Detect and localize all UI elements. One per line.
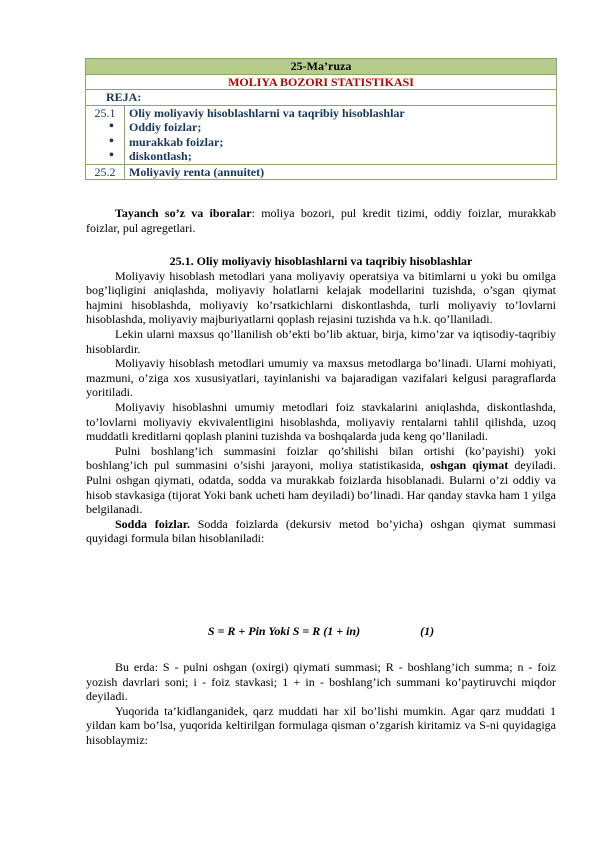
paragraph: Bu erda: S - pulni oshgan (oxirgi) qiymati summasi; R - boshlang’ich summa; n - foiz yozish davrlari soni; i - foiz stavkasi; 1 + in - boshlang’ich summani ko’paytiruvchi miqdor deyiladi. [86,660,556,704]
lecture-number: 25-Ma’ruza [86,59,557,75]
plan-bullet: • murakkab foizlar; [129,135,552,150]
paragraph: Moliyaviy hisoblashni umumiy metodlari foiz stavkalarini aniqlashda, diskontlashda, to’lovlarni moliyaviy ekvivalentligini hisoblashda, moliyaviy rentalarni tahlil qilishda, uzoq muddatli kreditlarni qoplash planini tuzishda va boshqalarda juda keng qo’llaniladi. [86,399,556,444]
lecture-title: MOLIYA BOZORI STATISTIKASI [86,74,557,90]
section-title: 25.1. Oliy moliyaviy hisoblashlarni va taqribiy hisoblashlar [169,254,473,268]
plan-label: REJA: [86,90,557,106]
term-oshgan-qiymat: oshgan qiymat [430,458,509,473]
plan-table [85,58,557,180]
paragraph: Yuqorida ta’kidlanganidek, qarz muddati har xil bo’lishi mumkin. Agar qarz muddati 1 yildan kam bo’lsa, yuqorida keltirilgan formulaga qisman o’zgarish kiritamiz va S-ni quyidagiga hisoblaymiz: [86,703,556,747]
body-text-2 [86,660,556,748]
formula: S = R + Pin Yoki S = R (1 + in) [207,624,361,638]
keywords-text: : moliya bozori, pul kredit tizimi, oddiy foizlar, murakkab foizlar, pul agregetlari. [86,206,556,235]
paragraph: Lekin ularni maxsus qo’llanilish ob’ekti bo’lib aktuar, birja, kimo’zar va iqtisodiy-taqribiy hisoblardir. [86,326,556,356]
plan-item-number: 25.2 [86,164,125,180]
paragraph: Moliyaviy hisoblash metodlari umumiy va maxsus metodlarga bo’linadi. Ularni mohiyati, mazmuni, o’ziga xos xususiyatlari, tayinlanishi va bajaradigan vazifalari kelgusi paragraflarda yoritiladi. [86,356,556,400]
formula-block [86,624,556,639]
formula-number: (1) [420,624,435,638]
plan-item-number: 25.1 [86,105,125,164]
plan-row [86,105,557,164]
body-text [86,254,556,546]
plan-bullet-list [129,120,552,164]
term-sodda-foizlar: Sodda foizlar. [115,516,190,531]
plan-item-label: Moliyaviy renta (annuitet) [125,164,557,180]
plan-bullet: • Oddiy foizlar; [129,120,552,135]
plan-row [86,164,557,180]
plan-bullet: • diskontlash; [129,149,552,164]
plan-item-label: Oliy moliyaviy hisoblashlarni va taqribiy hisoblashlar [129,105,405,120]
paragraph: Moliyaviy hisoblash metodlari yana moliyaviy operatsiya va bitimlarni u yoki bu omilga bog’liqligini aniqlashda, moliyaviy holatlarni kelajak modellarini tuzishda, o’sgan qiymat hajmini hisoblashda, moliyaviy ko’rsatkichlarni diskontlashda, turli moliyaviy to’lovlarni hisoblashda, moliyaviy majburiyatlarni qoplash rejasini tuzishda va h.k. qo’llaniladi. [86,268,556,327]
paragraph: Sodda foizlar. Sodda foizlarda (dekursiv metod bo’yicha) oshgan qiymat summasi quyidagi formula bilan hisoblaniladi: [86,516,556,546]
paragraph: Pulni boshlang’ich summasini foizlar qo’shilishi bilan ortishi (ko’payishi) yoki boshlang’ich pul summasini o’sishi jarayoni, moliya statistikasida, oshgan qiymat deyiladi. Pulni oshgan qiymati, odatda, sodda va murakkab foizlarda hisoblanadi. Bularni o’zi oddiy va hisob stavkasiga (tijorat Yoki bank ucheti ham deyiladi) bo’linadi. Har qanday stavka ham 1 yilga belgilanadi. [86,443,556,517]
keywords-block [86,206,556,235]
keywords-label: Tayanch so’z va iboralar [115,206,252,220]
